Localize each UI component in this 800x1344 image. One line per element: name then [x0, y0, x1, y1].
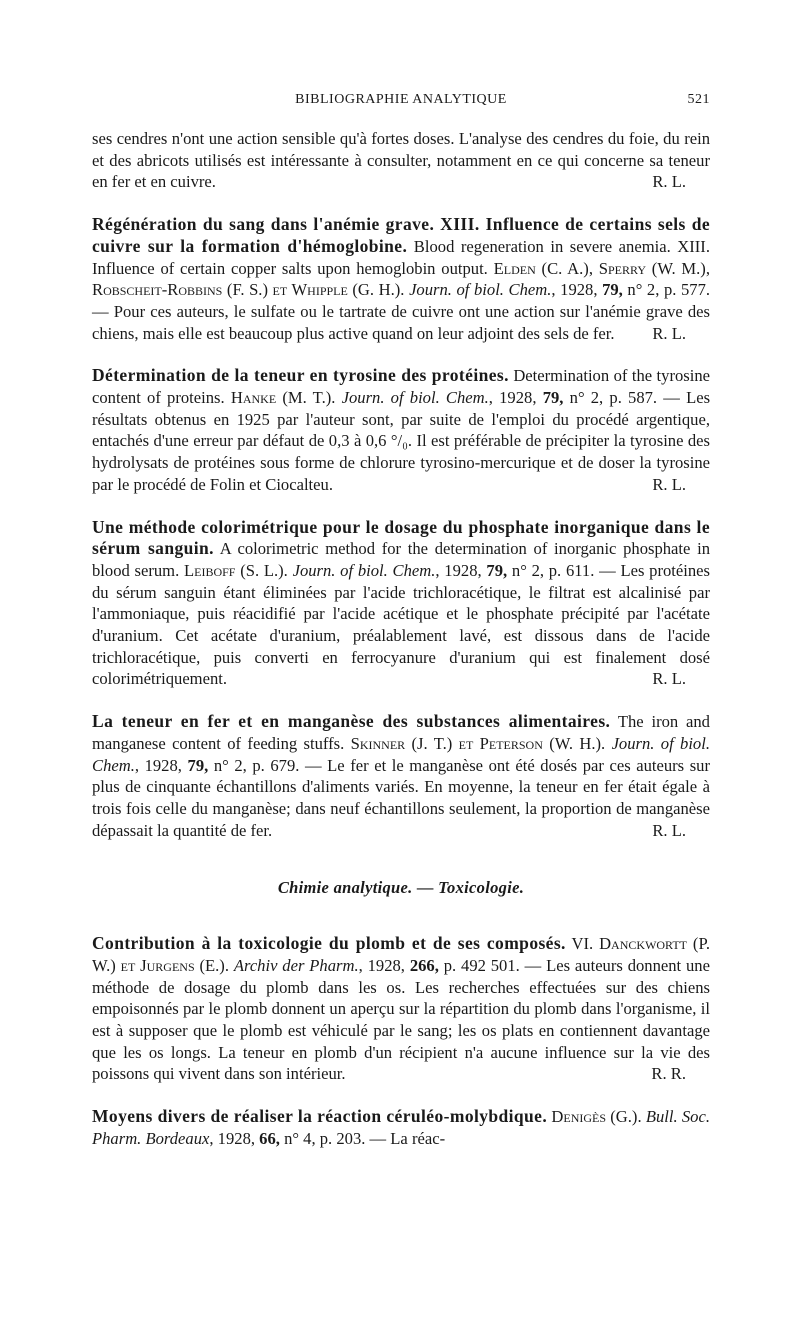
journal-issue: p. 492 501. —: [443, 955, 542, 975]
journal-year: 1928,: [560, 280, 598, 300]
journal-name: Journ. of biol. Chem.: [292, 560, 436, 580]
bibliography-entry: [92, 1106, 710, 1149]
entry-paragraph: [92, 1106, 710, 1149]
entry-part-number: VI.: [571, 934, 594, 954]
entry-signature: R. L.: [652, 474, 686, 494]
journal-name: Journ. of biol. Chem.: [341, 388, 489, 408]
journal-volume: 79,: [187, 755, 209, 775]
entry-signature: R. L.: [652, 172, 686, 192]
entry-abstract: Le fer et le manganèse ont été dosés par ces auteurs sur plus de cinquante échantillons d'aliments variés. En moyenne, la teneur en fer était égale à trois fois celle du manganèse; dans neuf échantillons seulement, la proportion de manganèse dépassait la quantité de fer.: [92, 755, 710, 840]
entry-paragraph: [92, 933, 710, 1085]
entry-authors: Leiboff (S. L.).: [184, 560, 288, 580]
entry-title: Contribution à la toxicologie du plomb et de ses composés.: [92, 933, 566, 954]
bibliography-entry: [92, 517, 710, 691]
entry-paragraph: Régénération du sang dans l'anémie grave. XIII. Influence de certains sels de cuivre sur la formation d'hémoglobine. Blood regeneration in severe anemia. XIII. Influence of certain copper salts upon hemoglobin output. Elden (C. A.), Sperry (W. M.), Robscheit-Robbins (F. S.) et Whipple (G. H.). Journ. of biol. Chem., 1928, 79, n° 2, p. 577. — Pour ces auteurs, le sulfate ou le tartrate de cuivre ont une action sur l'anémie grave des chiens, mais elle est beaucoup plus active quand on leur adjoint des sels de fer. R. L.: [92, 214, 711, 343]
entry-authors: Denigès (G.).: [551, 1107, 642, 1127]
section-heading: Chimie analytique. — Toxicologie.: [277, 878, 525, 898]
entry-abstract: La réac-: [390, 1128, 446, 1148]
journal-volume: 79,: [486, 560, 508, 580]
entry-title: Moyens divers de réaliser la réaction céruléo-molybdique.: [92, 1106, 548, 1127]
bibliography-entry: [92, 711, 710, 841]
journal-year: , 1928,: [358, 955, 405, 975]
bibliography-entry: [92, 214, 710, 344]
bibliography-entry: [92, 365, 710, 495]
entry-text: ses cendres n'ont une action sensible qu'à fortes doses. L'analyse des cendres du foie, du rein et des abricots utilisés est intéressante à consulter, notamment en ce qui concerne sa teneur en fer et en cuivre. R. L.: [92, 129, 710, 192]
english-title: A colorimetric method for the determination of inorganic phosphate in blood serum.: [92, 539, 710, 580]
entry-abstract: Les protéines du sérum sanguin étant éliminées par l'acide trichloracétique, le filtrat est alcalinisé par l'ammoniaque, puis réacidifié par l'acide acétique et le phosphate précipité par l'acétate d'uranium. Cet acétate d'uranium, préalablement lavé, est dissous dans de l'acide trichloracétique, puis converti en ferrocyanure d'uranium qui est finalement dosé colorimétriquement.: [92, 560, 710, 689]
entry-title: Détermination de la teneur en tyrosine des protéines.: [92, 365, 509, 386]
entry-continuation: [92, 128, 710, 193]
journal-year: , 1928,: [435, 560, 482, 580]
entry-signature: R. L.: [652, 323, 686, 343]
entry-signature: R. R.: [651, 1064, 686, 1084]
journal-year: , 1928,: [134, 755, 182, 775]
journal-name: Journ. of biol. Chem.: [409, 280, 552, 300]
running-title: BIBLIOGRAPHIE ANALYTIQUE: [295, 92, 507, 107]
journal-volume: 79,: [602, 280, 623, 300]
entry-paragraph: [92, 517, 710, 691]
english-title: Blood regeneration in severe anemia. XIII. Influence of certain copper salts upon hemoglobin output.: [92, 236, 710, 278]
entry-abstract: Pour ces auteurs, le sulfate ou le tartrate de cuivre ont une action sur l'anémie grave des chiens, mais elle est beaucoup plus active quand on leur adjoint des sels de fer.: [92, 301, 710, 343]
bibliography-entry: [92, 933, 710, 1085]
journal-issue: n° 2, p. 587. —: [569, 388, 680, 408]
journal-issue: n° 2, p. 577. —: [92, 280, 711, 321]
entry-authors: Elden (C. A.), Sperry (W. M.), Robscheit-Robbins (F. S.) et Whipple (G. H.).: [92, 258, 710, 300]
entry-authors: Hanke (M. T.).: [230, 388, 336, 408]
journal-year: , 1928,: [488, 388, 537, 408]
entry-signature: R. L.: [652, 669, 686, 689]
entry-authors: Danckwortt (P. W.) et Jurgens (E.).: [92, 934, 710, 975]
english-title: The iron and manganese content of feeding stuffs.: [92, 712, 710, 753]
page-number: 521: [687, 92, 710, 107]
english-title: Determination of the tyrosine content of proteins.: [92, 366, 710, 408]
entry-paragraph: [92, 365, 710, 495]
entry-authors: Skinner (J. T.) et Peterson (W. H.).: [350, 733, 606, 753]
journal-name: Archiv der Pharm.: [233, 955, 359, 975]
journal-volume: 66,: [259, 1128, 280, 1148]
entry-title: La teneur en fer et en manganèse des substances alimentaires.: [92, 711, 611, 732]
entry-abstract: Les résultats obtenus en 1925 par l'auteur sont, par suite de l'emploi du procédé argentique, entachés d'une erreur par défaut de 0,3 à 0,6 °/₀. Il est préférable de précipiter la tyrosine des hydrolysats de protéines sous forme de chlorure tyrosino-mercurique et de doser la tyrosine par le procédé de Folin et Ciocalteu.: [92, 388, 711, 494]
entry-title: Une méthode colorimétrique pour le dosage du phosphate inorganique dans le sérum sanguin.: [92, 516, 710, 559]
page-body: [92, 128, 710, 1170]
entry-title: Régénération du sang dans l'anémie grave. XIII. Influence de certains sels de cuivre sur la formation d'hémoglobine.: [92, 214, 710, 256]
journal-issue: n° 2, p. 679. —: [213, 755, 322, 775]
journal-issue: n° 4, p. 203. —: [284, 1128, 387, 1148]
entry-paragraph: [92, 711, 710, 841]
journal-volume: 79,: [542, 388, 564, 408]
journal-name: Bull. Soc. Pharm. Bordeaux: [92, 1107, 710, 1148]
journal-year: , 1928,: [209, 1128, 256, 1148]
journal-name: Journ. of biol. Chem.: [92, 733, 710, 775]
running-header: [92, 92, 710, 114]
entry-signature: R. L.: [652, 820, 686, 840]
journal-issue: n° 2, p. 611. —: [511, 560, 616, 580]
entry-abstract: Les auteurs donnent une méthode de dosage du plomb dans les os. Les recherches effectuées sur des chiens empoisonnés par le plomb donnent un aperçu sur la répartition du plomb dans l'organisme, il est à supposer que le plomb est véhiculé par le sang; les os plats en contiennent davantage que les os longs. La teneur en plomb d'un récipient n'a aucune influence sur la vie des poissons qui vivent dans son intérieur.: [92, 955, 710, 1084]
journal-volume: 266,: [409, 955, 439, 975]
